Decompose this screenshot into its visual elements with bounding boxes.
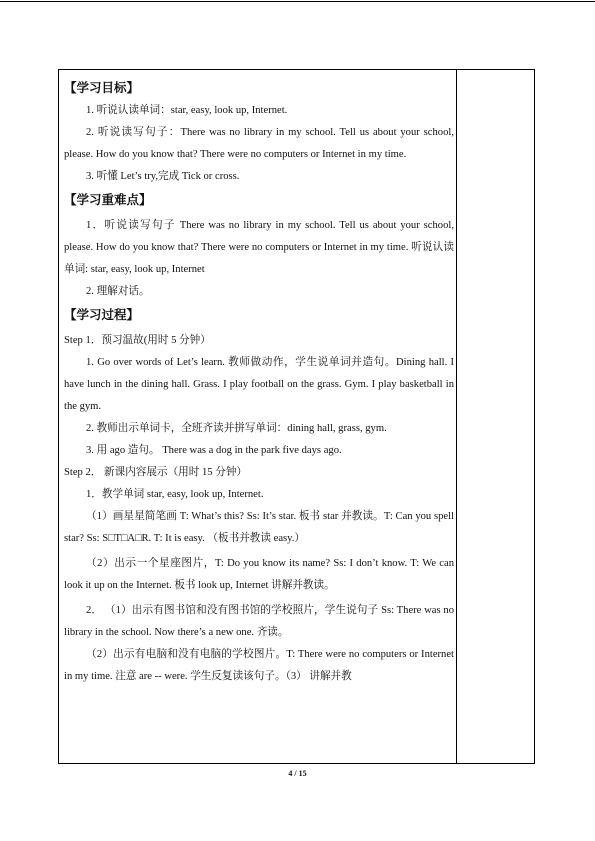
top-rule: [0, 1, 595, 2]
goal-item: 1. 听说认读单词：star, easy, look up, Internet.: [86, 105, 288, 116]
step-item: （2）出示一个星座图片，T: Do you know its name? Ss: I don’t know. T: We can look it up on the Internet. 板书 look up, Internet 讲解并教读。: [64, 558, 454, 591]
key-point-item: 1．听说读写句子 There was no library in my school. Tell us about your school, please. How do you know that? There were no computers or Internet in my time. 听说认读单词: star, easy, look up, Internet: [64, 220, 454, 275]
key-point-item: 2. 理解对话。: [86, 286, 150, 297]
step-item: 2. 教师出示单词卡，全班齐读并拼写单词：dining hall, grass, gym.: [86, 423, 387, 434]
step-item: 1. Go over words of Let’s learn. 教师做动作，学生说单词并造句。Dining hall. I have lunch in the dining hall. Grass. I play football on the grass. Gym. I play basketball in the gym.: [64, 357, 454, 412]
step-item: （2）出示有电脑和没有电脑的学校图片。T: There were no computers or Internet in my time. 注意 are -- were. 学生反复读该句子。（3） 讲解并教: [64, 649, 454, 682]
step-item: （1）画星星简笔画 T: What’s this? Ss: It’s star. 板书 star 并教读。T: Can you spell star? Ss: S□T□A□R. T: It is easy. （板书并教读 easy.）: [64, 511, 454, 544]
step-item: 1．教学单词 star, easy, look up, Internet.: [86, 489, 264, 500]
lesson-content: [64, 76, 454, 688]
goal-item: 3. 听懂 Let’s try,完成 Tick or cross.: [86, 171, 240, 182]
goals-heading: 【学习目标】: [64, 80, 140, 95]
table-column-divider: [456, 69, 457, 764]
step-item: 2． （1）出示有图书馆和没有图书馆的学校照片，学生说句子 Ss: There was no library in the school. Now there’s a new one. 齐读。: [64, 605, 454, 638]
step-heading: Step 1．预习温故(用时 5 分钟）: [64, 335, 211, 346]
page-number: 4 / 15: [288, 769, 307, 778]
key-points-heading: 【学习重难点】: [64, 192, 152, 207]
step-item: 3. 用 ago 造句。 There was a dog in the park five days ago.: [86, 445, 342, 456]
process-heading: 【学习过程】: [64, 307, 140, 322]
step-heading: Step 2． 新课内容展示（用时 15 分钟）: [64, 467, 248, 478]
goal-item: 2. 听说读写句子：There was no library in my school. Tell us about your school, please. How do you know that? There were no computers or Internet in my time.: [64, 127, 454, 160]
